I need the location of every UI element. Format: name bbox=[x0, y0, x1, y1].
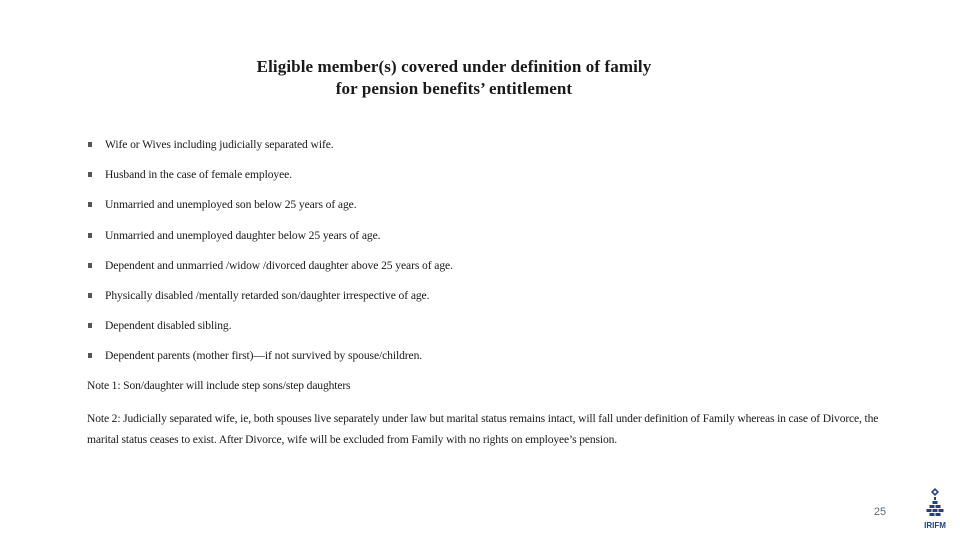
svg-text:IRIFM: IRIFM bbox=[924, 521, 946, 530]
list-item-text: Husband in the case of female employee. bbox=[105, 168, 293, 182]
bullet-square-icon bbox=[88, 293, 92, 298]
bullet-square-icon bbox=[88, 353, 92, 358]
irifm-logo-icon bbox=[918, 487, 952, 531]
bullet-square-icon bbox=[88, 233, 92, 238]
note-2: Note 2: Judicially separated wife, ie, both spouses live separately under law but marital status remains intact, will fall under definition of Family whereas in case of Divorce, the marital status ceases to exist. After Divorce, wife will be excluded from Family with no rights on employee’s pension. bbox=[87, 412, 879, 446]
list-item-text: Unmarried and unemployed daughter below 25 years of age. bbox=[105, 228, 381, 242]
note-1: Note 1: Son/daughter will include step sons/step daughters bbox=[87, 379, 351, 392]
list-item-text: Dependent and unmarried /widow /divorced daughter above 25 years of age. bbox=[105, 258, 453, 272]
bullet-square-icon bbox=[88, 323, 92, 328]
list-item-text: Dependent parents (mother first)—if not survived by spouse/children. bbox=[105, 349, 423, 363]
bullet-square-icon bbox=[88, 172, 92, 177]
bullet-square-icon bbox=[88, 263, 92, 268]
list-item-text: Physically disabled /mentally retarded son/daughter irrespective of age. bbox=[105, 288, 430, 302]
page-number: 25 bbox=[873, 506, 887, 518]
slide-title-line-2: for pension benefits’ entitlement bbox=[335, 79, 573, 98]
list-item-text: Wife or Wives including judicially separated wife. bbox=[105, 138, 334, 151]
bullet-square-icon bbox=[88, 142, 92, 147]
slide-title-line-1: Eligible member(s) covered under definition of family bbox=[256, 57, 652, 76]
bullet-square-icon bbox=[88, 202, 92, 207]
list-item-text: Unmarried and unemployed son below 25 years of age. bbox=[105, 198, 357, 212]
slide-title bbox=[0, 56, 908, 100]
irifm-logo bbox=[918, 487, 952, 531]
list-item-text: Dependent disabled sibling. bbox=[105, 319, 232, 333]
